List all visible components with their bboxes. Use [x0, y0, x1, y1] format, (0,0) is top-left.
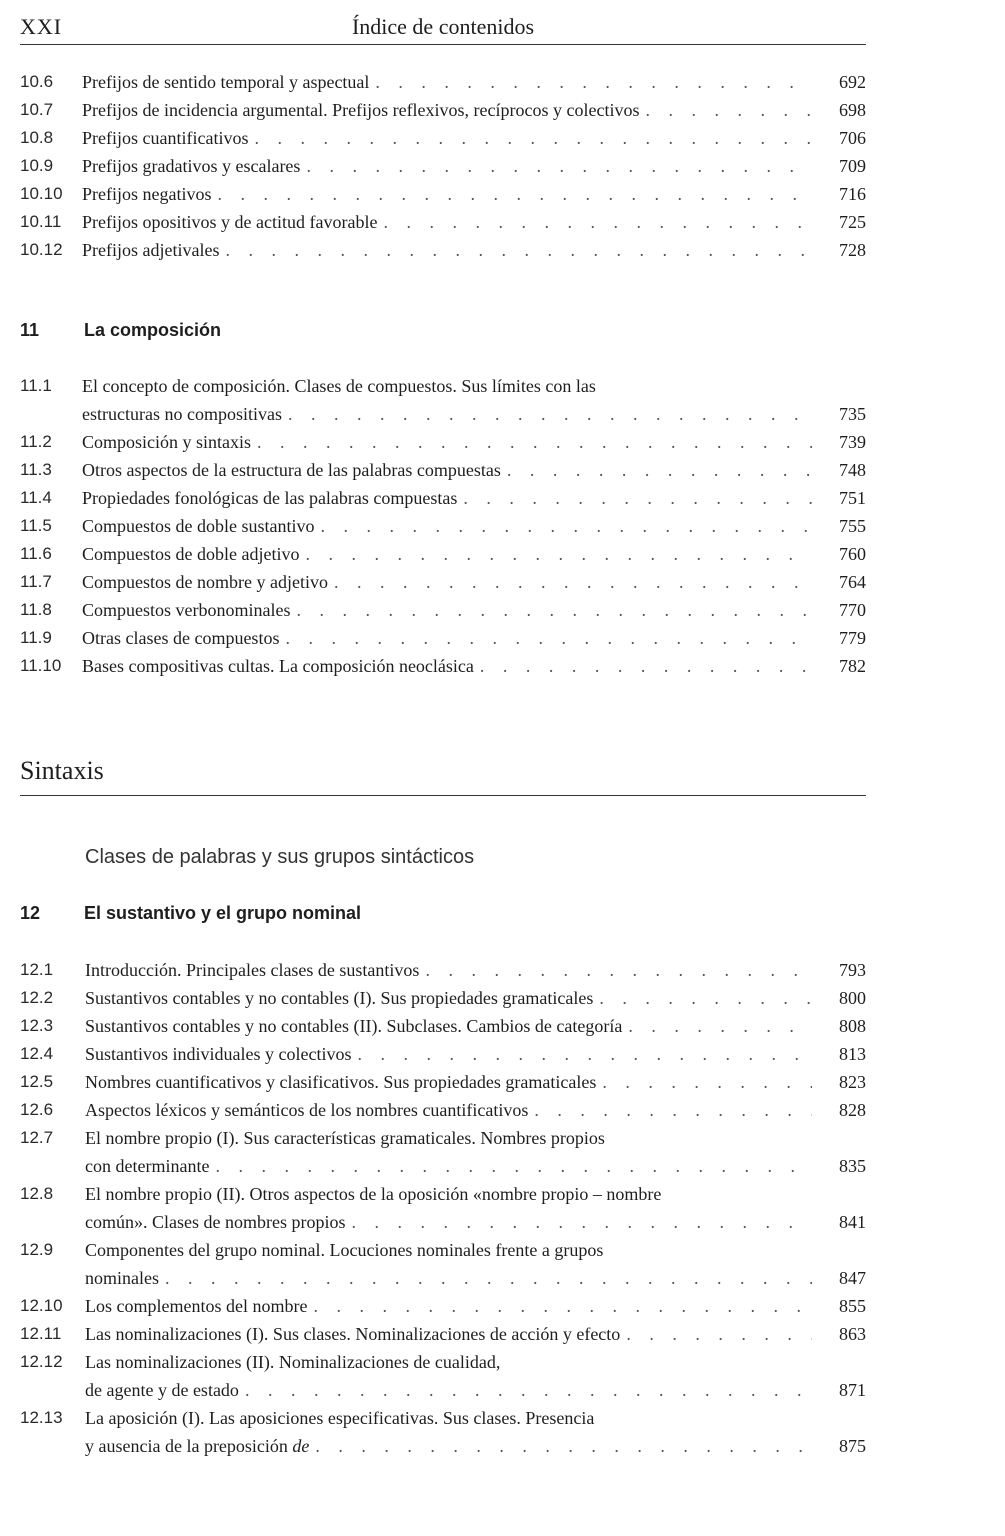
entry-number: 11.2: [20, 432, 52, 451]
chapter-number: 11: [20, 320, 40, 340]
entry-title: nominales: [85, 1268, 159, 1288]
dot-leader: [296, 596, 812, 624]
entry-page-number: 698: [839, 100, 866, 120]
entry-line: [85, 1292, 866, 1320]
entry-number: 11.10: [20, 656, 62, 675]
entry-title: Bases compositivas cultas. La composición neoclásica: [82, 656, 474, 676]
entry-line: [85, 1348, 866, 1376]
dot-leader: [507, 456, 812, 484]
entry-page-number: 755: [839, 516, 866, 536]
dot-leader: [215, 1152, 812, 1180]
entry-number: 11.9: [20, 628, 52, 647]
dot-leader: [599, 984, 812, 1012]
entry-page-number: 709: [839, 156, 866, 176]
entry-title: Prefijos de sentido temporal y aspectual: [82, 72, 370, 92]
dot-leader: [285, 624, 812, 652]
chapter-heading-12: [20, 903, 361, 924]
entry-title: Componentes del grupo nominal. Locuciones nominales frente a grupos: [85, 1240, 604, 1260]
chapter-title: El sustantivo y el grupo nominal: [84, 903, 362, 923]
entry-title: Composición y sintaxis: [82, 432, 252, 452]
dot-leader: [626, 1320, 812, 1348]
entry-title: Las nominalizaciones (II). Nominalizaciones de cualidad,: [85, 1352, 501, 1372]
entry-title: Nombres cuantificativos y clasificativos. Sus propiedades gramaticales: [85, 1072, 597, 1092]
toc-entry: [20, 124, 866, 152]
entry-title: El concepto de composición. Clases de compuestos. Sus límites con las: [82, 376, 596, 396]
dot-leader: [425, 956, 812, 984]
entry-page-number: 716: [839, 184, 866, 204]
dot-leader: [463, 484, 812, 512]
dot-leader: [534, 1096, 812, 1124]
toc-entry: [20, 1124, 866, 1180]
entry-title: Prefijos opositivos y de actitud favorable: [82, 212, 378, 232]
entry-line: [82, 484, 866, 512]
entry-number: 12.4: [20, 1044, 54, 1063]
dot-leader: [357, 1040, 812, 1068]
dot-leader: [313, 1292, 812, 1320]
entry-number: 10.11: [20, 212, 62, 231]
entry-number: 10.8: [20, 128, 54, 147]
toc-entry: [20, 1292, 866, 1320]
dot-leader: [646, 96, 813, 124]
entry-line: [82, 624, 866, 652]
entry-line: [82, 428, 866, 456]
entry-title: Prefijos de incidencia argumental. Prefijos reflexivos, recíprocos y colectivos: [82, 100, 640, 120]
entry-line: [82, 512, 866, 540]
entry-line: [85, 1152, 866, 1180]
entry-page-number: 760: [839, 544, 866, 564]
toc-entry: [20, 1348, 866, 1404]
dot-leader: [383, 208, 812, 236]
entry-title: El nombre propio (I). Sus características gramaticales. Nombres propios: [85, 1128, 605, 1148]
toc-entry: [20, 512, 866, 540]
toc-entry: [20, 180, 866, 208]
entry-title: Propiedades fonológicas de las palabras compuestas: [82, 488, 458, 508]
entry-number: 12.9: [20, 1240, 54, 1259]
entry-line: [85, 956, 866, 984]
entry-title: Introducción. Principales clases de sustantivos: [85, 960, 420, 980]
entry-page-number: 751: [839, 488, 866, 508]
entry-number: 10.9: [20, 156, 54, 175]
entry-line: [82, 540, 866, 568]
entry-number: 10.10: [20, 184, 63, 203]
toc-entry: [20, 652, 866, 680]
entry-title: Prefijos cuantificativos: [82, 128, 249, 148]
entry-line: [82, 180, 866, 208]
toc-entry: [20, 1180, 866, 1236]
entry-page-number: 800: [839, 988, 866, 1008]
dot-leader: [245, 1376, 812, 1404]
toc-entry: [20, 68, 866, 96]
entry-number: 10.7: [20, 100, 54, 119]
entry-line: [85, 1068, 866, 1096]
toc-entry: [20, 1068, 866, 1096]
entry-number: 12.2: [20, 988, 54, 1007]
entry-page-number: 728: [839, 240, 866, 260]
dot-leader: [257, 428, 812, 456]
entry-number: 11.6: [20, 544, 52, 563]
entry-title: Prefijos adjetivales: [82, 240, 220, 260]
entry-title: común». Clases de nombres propios: [85, 1212, 346, 1232]
entry-page-number: 770: [839, 600, 866, 620]
dot-leader: [225, 236, 812, 264]
page-number: XXI: [20, 14, 63, 39]
toc-entry: [20, 984, 866, 1012]
entry-number: 12.6: [20, 1100, 54, 1119]
entry-title: Los complementos del nombre: [85, 1296, 308, 1316]
dot-leader: [602, 1068, 812, 1096]
entry-page-number: 863: [839, 1324, 866, 1344]
entry-page-number: 855: [839, 1296, 866, 1316]
entry-page-number: 725: [839, 212, 866, 232]
running-title: Índice de contenidos: [351, 14, 535, 39]
entry-line: [85, 1040, 866, 1068]
entry-line: [85, 1124, 866, 1152]
entry-page-number: 875: [839, 1436, 866, 1456]
entry-title: Sustantivos contables y no contables (II). Subclases. Cambios de categoría: [85, 1016, 623, 1036]
entry-number: 12.3: [20, 1016, 54, 1035]
toc-entry: [20, 152, 866, 180]
dot-leader: [254, 124, 812, 152]
toc-entry: [20, 484, 866, 512]
entry-page-number: 847: [839, 1268, 866, 1288]
entry-line: [85, 1320, 866, 1348]
entry-title: La aposición (I). Las aposiciones especificativas. Sus clases. Presencia: [85, 1408, 595, 1428]
entry-title: Sustantivos individuales y colectivos: [85, 1044, 352, 1064]
toc-entry: [20, 596, 866, 624]
entry-line: [82, 372, 866, 400]
entry-number: 12.8: [20, 1184, 54, 1203]
entry-page-number: 793: [839, 960, 866, 980]
dot-leader: [480, 652, 812, 680]
entry-line: [85, 1264, 866, 1292]
entry-line: [85, 1208, 866, 1236]
entry-line: [85, 1432, 866, 1460]
entry-page-number: 808: [839, 1016, 866, 1036]
entry-line: [82, 152, 866, 180]
entry-title: Prefijos gradativos y escalares: [82, 156, 301, 176]
dot-leader: [334, 568, 812, 596]
entry-page-number: 813: [839, 1044, 866, 1064]
entry-line: [85, 1404, 866, 1432]
toc-entry: [20, 372, 866, 428]
dot-leader: [351, 1208, 812, 1236]
toc-entry: [20, 428, 866, 456]
entry-title: Otros aspectos de la estructura de las palabras compuestas: [82, 460, 501, 480]
entry-line: [85, 1096, 866, 1124]
toc-entry: [20, 540, 866, 568]
dot-leader: [288, 400, 812, 428]
entry-number: 11.1: [20, 376, 52, 395]
entry-title: Las nominalizaciones (I). Sus clases. Nominalizaciones de acción y efecto: [85, 1324, 621, 1344]
entry-title: Compuestos de doble adjetivo: [82, 544, 300, 564]
entry-page-number: 828: [839, 1100, 866, 1120]
dot-leader: [217, 180, 812, 208]
dot-leader: [628, 1012, 812, 1040]
entry-line: [82, 236, 866, 264]
dot-leader: [305, 540, 812, 568]
entry-title: Compuestos de nombre y adjetivo: [82, 572, 328, 592]
entry-number: 12.1: [20, 960, 54, 979]
entry-line: [85, 1012, 866, 1040]
entry-title: estructuras no compositivas: [82, 404, 282, 424]
running-header: [20, 8, 866, 45]
toc-entry: [20, 624, 866, 652]
entry-page-number: 823: [839, 1072, 866, 1092]
entry-page-number: 739: [839, 432, 866, 452]
entry-line: [82, 652, 866, 680]
toc-entry: [20, 956, 866, 984]
toc-entry: [20, 568, 866, 596]
dot-leader: [321, 512, 813, 540]
entry-page-number: 871: [839, 1380, 866, 1400]
entry-line: [82, 596, 866, 624]
entry-page-number: 841: [839, 1212, 866, 1232]
entry-page-number: 835: [839, 1156, 866, 1176]
entry-line: [82, 96, 866, 124]
toc-entry: [20, 1320, 866, 1348]
entry-title: Compuestos de doble sustantivo: [82, 516, 315, 536]
entry-number: 10.12: [20, 240, 63, 259]
entry-page-number: 779: [839, 628, 866, 648]
entry-number: 12.5: [20, 1072, 54, 1091]
toc-entry: [20, 1012, 866, 1040]
entry-number: 12.13: [20, 1408, 63, 1427]
entry-title: de agente y de estado: [85, 1380, 239, 1400]
dot-leader: [165, 1264, 812, 1292]
entry-line: [82, 208, 866, 236]
toc-entry: [20, 1040, 866, 1068]
entry-title: con determinante: [85, 1156, 210, 1176]
entry-number: 11.8: [20, 600, 52, 619]
toc-entry: [20, 1096, 866, 1124]
chapter-heading-11: [20, 320, 221, 341]
entry-number: 11.4: [20, 488, 52, 507]
toc-entry: [20, 1404, 866, 1460]
entry-line: [82, 568, 866, 596]
entry-number: 11.5: [20, 516, 52, 535]
entry-line: [82, 124, 866, 152]
entry-number: 10.6: [20, 72, 54, 91]
dot-leader: [375, 68, 812, 96]
chapter-title: La composición: [84, 320, 222, 340]
entry-title: Aspectos léxicos y semánticos de los nombres cuantificativos: [85, 1100, 529, 1120]
entry-line: [82, 68, 866, 96]
entry-line: [82, 456, 866, 484]
entry-title: El nombre propio (II). Otros aspectos de la oposición «nombre propio – nombre: [85, 1184, 662, 1204]
toc-entry: [20, 1236, 866, 1292]
entry-line: [85, 984, 866, 1012]
entry-line: [85, 1376, 866, 1404]
entry-title: Sustantivos contables y no contables (I). Sus propiedades gramaticales: [85, 988, 594, 1008]
entry-number: 12.10: [20, 1296, 63, 1315]
entry-number: 12.12: [20, 1352, 63, 1371]
entry-page-number: 782: [839, 656, 866, 676]
toc-entry: [20, 456, 866, 484]
toc-entry: [20, 236, 866, 264]
part-divider: [20, 795, 866, 796]
toc-entry: [20, 208, 866, 236]
entry-page-number: 706: [839, 128, 866, 148]
entry-line: [85, 1180, 866, 1208]
toc-entry: [20, 96, 866, 124]
dot-leader: [306, 152, 812, 180]
entry-title: Otras clases de compuestos: [82, 628, 280, 648]
part-title: Sintaxis: [20, 756, 104, 785]
entry-number: 11.3: [20, 460, 52, 479]
entry-number: 12.11: [20, 1324, 62, 1343]
section-title: Clases de palabras y sus grupos sintácticos: [85, 846, 475, 868]
entry-page-number: 735: [839, 404, 866, 424]
entry-page-number: 748: [839, 460, 866, 480]
entry-line: [85, 1236, 866, 1264]
chapter-number: 12: [20, 903, 41, 923]
entry-title: y ausencia de la preposición de: [85, 1436, 310, 1456]
entry-page-number: 692: [839, 72, 866, 92]
entry-number: 11.7: [20, 572, 52, 591]
entry-title: Compuestos verbonominales: [82, 600, 291, 620]
entry-page-number: 764: [839, 572, 866, 592]
entry-number: 12.7: [20, 1128, 54, 1147]
entry-title: Prefijos negativos: [82, 184, 212, 204]
entry-line: [82, 400, 866, 428]
dot-leader: [315, 1432, 812, 1460]
